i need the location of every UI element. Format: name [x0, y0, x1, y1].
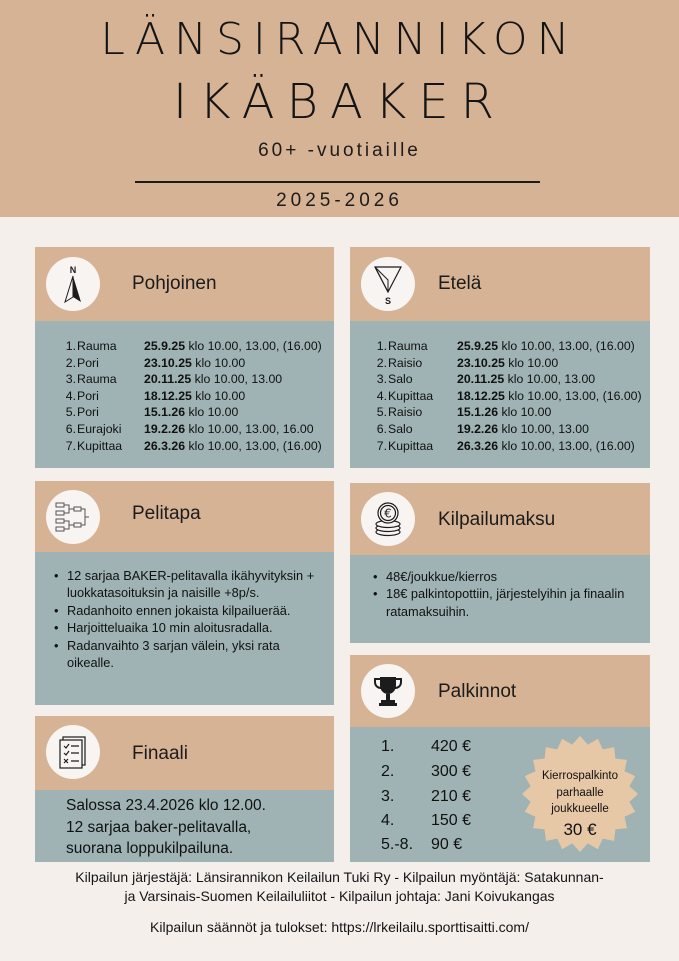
round-number: 4. [65, 388, 76, 403]
round-date: 20.11.25 [457, 372, 505, 387]
round-number: 3. [376, 372, 387, 387]
round-date: 26.3.26 [144, 438, 186, 453]
round-times: klo 10.00, 13.00 [504, 372, 596, 387]
round-city: Salo [388, 421, 413, 436]
footer-organizer [0, 868, 679, 906]
round-city: Rauma [77, 372, 117, 387]
prize-row [381, 763, 471, 781]
round-city: Pori [77, 355, 99, 370]
round-times: klo 10.00 [498, 405, 552, 420]
svg-text:S: S [384, 296, 392, 306]
prize-place: 2. [381, 763, 395, 780]
round-number: 5. [376, 405, 387, 420]
prize-amount: 150 € [431, 812, 472, 829]
round-times: klo 10.00, 13.00, (16.00) [185, 438, 322, 453]
round-number: 7. [65, 438, 76, 453]
round-number: 6. [65, 421, 76, 436]
title-line2: IKÄBAKER [172, 74, 507, 130]
list-item: • 48€/joukkue/kierros [371, 568, 636, 585]
prize-place: 5.-8. [381, 836, 414, 853]
finaali-text [66, 795, 266, 860]
list-item: • 12 sarjaa BAKER-pelitavalla ikähyvityksin + luokkatasoituksin ja naisille +8p/s. [52, 567, 322, 602]
round-times: klo 10.00 [504, 355, 559, 370]
finaali-line: suorana loppukilpailuna. [66, 840, 234, 857]
prize-badge-text [520, 768, 640, 842]
checklist-icon [46, 725, 100, 779]
prize-amount: 420 € [431, 738, 472, 755]
prize-row [381, 812, 471, 830]
north-title: Pohjoinen [132, 273, 217, 294]
prize-place: 4. [381, 812, 395, 829]
north-schedule [62, 338, 322, 454]
round-city: Rauma [388, 339, 428, 353]
south-schedule-row [373, 371, 642, 388]
prize-amount: 90 € [431, 836, 463, 853]
round-city: Pori [77, 388, 99, 403]
tournament-bracket-icon [46, 490, 100, 544]
south-schedule [373, 338, 642, 454]
kilpailumaksu-list [371, 568, 636, 620]
euro-coins-icon [361, 492, 415, 546]
finaali-line: 12 sarjaa baker-pelitavalla, [66, 818, 252, 836]
svg-text:N: N [69, 265, 77, 275]
round-date: 23.10.25 [457, 355, 505, 370]
finaali-title: Finaali [132, 743, 188, 764]
compass-south-icon [361, 257, 415, 311]
round-number: 1. [376, 339, 387, 353]
round-date: 18.12.25 [457, 388, 505, 403]
round-city: Salo [388, 372, 413, 387]
subtitle: 60+ -vuotiaille [258, 140, 421, 161]
north-schedule-row [62, 421, 322, 438]
round-times: klo 10.00, 13.00, (16.00) [498, 438, 635, 453]
prize-amount: 300 € [431, 763, 472, 780]
round-number: 5. [65, 405, 76, 420]
prize-row [381, 788, 471, 806]
title-line1: LÄNSIRANNIKON [100, 14, 579, 65]
footer-line: Kilpailun järjestäjä: Länsirannikon Keilailun Tuki Ry - Kilpailun myöntäjä: Satakunnan- [75, 869, 604, 885]
svg-text:€: € [384, 506, 392, 521]
round-number: 6. [376, 421, 387, 436]
footer-rules-link[interactable]: Kilpailun säännöt ja tulokset: https://lrkeilailu.sporttisaitti.com/ [150, 919, 529, 935]
round-number: 2. [376, 355, 387, 370]
round-times: klo 10.00 [191, 388, 246, 403]
round-number: 4. [376, 388, 387, 403]
round-times: klo 10.00, 13.00, 16.00 [185, 421, 314, 436]
round-times: klo 10.00 [185, 405, 239, 420]
round-city: Raisio [388, 405, 423, 420]
header-divider [135, 181, 540, 183]
round-city: Eurajoki [77, 421, 122, 436]
round-number: 7. [376, 438, 387, 453]
north-schedule-row [62, 338, 322, 355]
round-date: 19.2.26 [144, 421, 186, 436]
north-schedule-row [62, 438, 322, 455]
list-item: • 18€ palkintopottiin, järjestelyihin ja finaalin ratamaksuihin. [371, 585, 636, 620]
south-schedule-row [373, 438, 642, 455]
round-number: 1. [65, 339, 76, 353]
prize-amount: 210 € [431, 788, 472, 805]
badge-line: parhaalle [556, 786, 604, 799]
north-schedule-row [62, 371, 322, 388]
south-schedule-row [373, 388, 642, 405]
round-date: 18.12.25 [144, 388, 192, 403]
round-date: 15.1.26 [144, 405, 186, 420]
round-times: klo 10.00 [191, 355, 246, 370]
round-times: klo 10.00, 13.00 [191, 372, 283, 387]
south-schedule-row [373, 338, 642, 355]
round-number: 3. [65, 372, 76, 387]
list-item: • Radanhoito ennen jokaista kilpailuerää. [52, 602, 322, 619]
round-date: 23.10.25 [144, 355, 192, 370]
badge-line: joukkueelle [551, 803, 609, 815]
round-city: Raisio [388, 355, 423, 370]
badge-line: Kierrospalkinto [541, 770, 619, 782]
round-times: klo 10.00, 13.00 [498, 421, 589, 436]
prize-row [381, 836, 462, 854]
round-times: klo 10.00, 13.00, (16.00) [498, 339, 635, 353]
pelitapa-title: Pelitapa [132, 503, 201, 524]
round-city: Rauma [77, 339, 117, 353]
kilpailumaksu-title: Kilpailumaksu [438, 509, 556, 530]
south-schedule-row [373, 404, 642, 421]
round-date: 26.3.26 [457, 438, 499, 453]
list-item: • Harjoitteluaika 10 min aloitusradalla. [52, 619, 322, 636]
finaali-line: Salossa 23.4.2026 klo 12.00. [66, 797, 266, 814]
round-date: 25.9.25 [144, 339, 186, 353]
palkinnot-title: Palkinnot [438, 681, 517, 702]
north-schedule-row [62, 355, 322, 372]
pelitapa-list [52, 567, 322, 671]
prize-row [381, 738, 471, 756]
footer-line: ja Varsinais-Suomen Keilailuliitot - Kilpailun johtaja: Jani Koivukangas [124, 888, 555, 904]
round-number: 2. [65, 355, 76, 370]
round-city: Kupittaa [388, 438, 434, 453]
north-schedule-row [62, 404, 322, 421]
north-schedule-row [62, 388, 322, 405]
round-times: klo 10.00, 13.00, (16.00) [504, 388, 642, 403]
round-date: 15.1.26 [457, 405, 499, 420]
round-city: Kupittaa [77, 438, 123, 453]
round-date: 19.2.26 [457, 421, 499, 436]
south-schedule-row [373, 421, 642, 438]
compass-north-icon [46, 257, 100, 311]
round-city: Kupittaa [388, 388, 434, 403]
south-schedule-row [373, 355, 642, 372]
round-times: klo 10.00, 13.00, (16.00) [185, 339, 322, 353]
prize-place: 3. [381, 788, 395, 805]
round-city: Pori [77, 405, 99, 420]
round-date: 25.9.25 [457, 339, 499, 353]
list-item: • Radanvaihto 3 sarjan välein, yksi rata oikealle. [52, 637, 322, 672]
prize-place: 1. [381, 738, 395, 755]
badge-amount: 30 € [563, 819, 597, 839]
season-label: 2025-2026 [276, 190, 403, 211]
south-title: Etelä [438, 273, 482, 294]
trophy-icon [361, 664, 415, 718]
round-date: 20.11.25 [144, 372, 192, 387]
